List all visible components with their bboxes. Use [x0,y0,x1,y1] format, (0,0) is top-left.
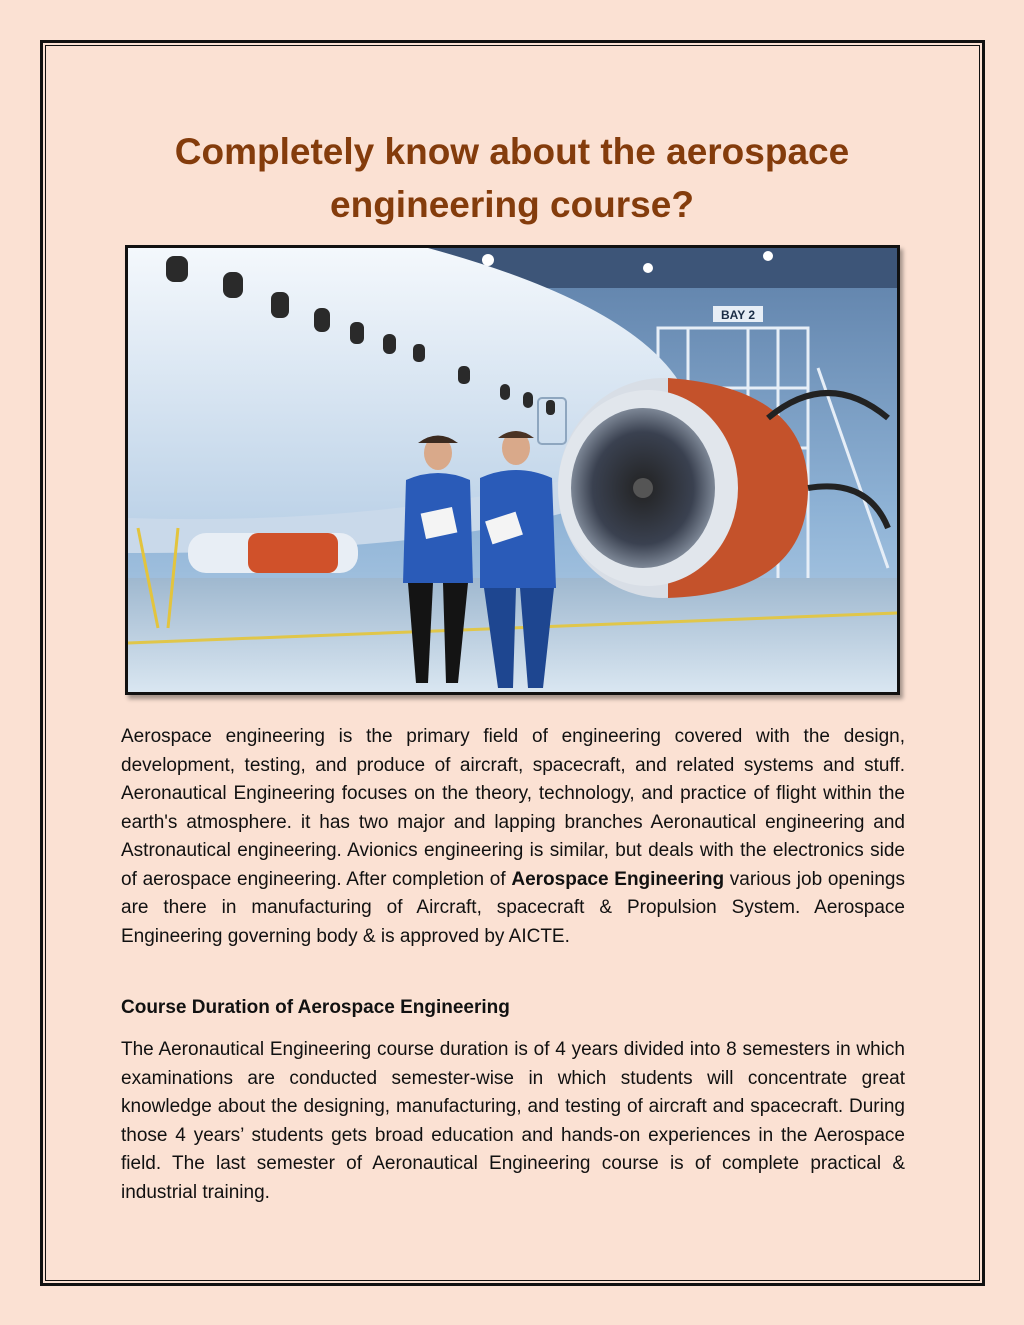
intro-bold-term: Aerospace Engineering [511,868,725,890]
hero-image [125,245,900,695]
section-heading: Course Duration of Aerospace Engineering [121,997,510,1018]
document-title: Completely know about the aerospace engineering course? [174,131,850,225]
intro-text-end: various job openings are there in manufacturing of Aircraft, spacecraft & Propulsion System. Aerospace Engineering governing body & is approved by AICTE. [121,868,905,947]
svg-text:BAY 2: BAY 2 [720,308,756,322]
duration-paragraph: The Aeronautical Engineering course duration is of 4 years divided into 8 semesters in which examinations are conducted semester-wise in which students will concentrate great knowledge about the designing, manufacturing, and testing of aircraft and spacecraft. During those 4 years’ students gets broad education and hands-on experiences in the Aerospace field. The last semester of Aeronautical Engineering course is of complete practical & industrial training. [121,1039,905,1203]
intro-text-start: Aerospace engineering is the primary field of engineering covered with the design, development, testing, and produce of aircraft, spacecraft, and related systems and stuff. Aeronautical Engineering focuses on the theory, technology, and practice of flight within the earth's atmosphere. it has two major and lapping branches Aeronautical engineering and Astronautical engineering. Avionics engineering is similar, but deals with the electronics side of aerospace engineering. After completion of [121,726,905,890]
intro-paragraph [121,723,905,951]
